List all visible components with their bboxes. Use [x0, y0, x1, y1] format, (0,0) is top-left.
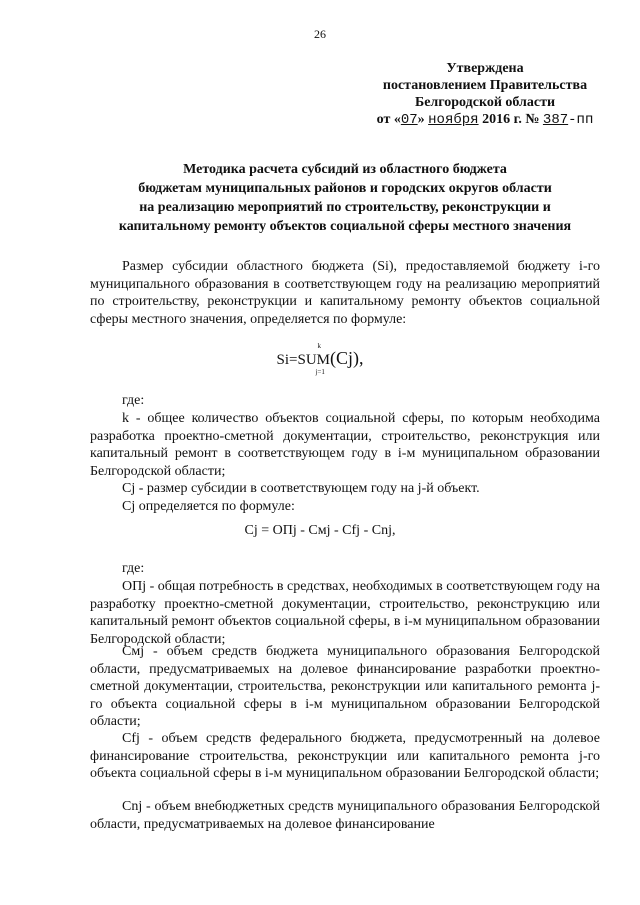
approval-block	[360, 60, 610, 129]
approval-line-1: Утверждена	[446, 61, 524, 76]
title-line-1: Методика расчета субсидий из областного бюджета	[183, 162, 507, 177]
where-label-1: где:	[122, 393, 145, 408]
decree-number: 387	[542, 112, 569, 128]
cj-formula-intro: Cj определяется по формуле:	[122, 499, 295, 514]
cfj-definition: Cfj - объем средств федерального бюджета, предусмотренный на долевое финансирование строительства, реконструкции или капитального ремонта j-го объекта социальной сферы в i-м муниципальном образовании Белгородской области;	[90, 731, 600, 781]
decree-number-suffix: -пп	[568, 112, 594, 128]
title-line-2: бюджетам муниципальных районов и городских округов области	[138, 181, 552, 196]
intro-paragraph: Размер субсидии областного бюджета (Si), предоставляемой бюджету i-го муниципального образования в соответствующем году на реализацию мероприятий по строительству, реконструкции и капитальному ремонту объектов социальной сферы местного значения, определяется по формуле:	[90, 259, 600, 327]
date-year: 2016 г. №	[482, 112, 540, 127]
date-mid: »	[417, 112, 425, 127]
approval-line-2: постановлением Правительства	[382, 78, 588, 93]
formula-si-argument: (Cj),	[330, 348, 364, 368]
sum-lower-limit: j=1	[315, 368, 325, 376]
date-day: 07	[400, 112, 418, 128]
sum-upper-limit: k	[317, 342, 321, 350]
where-label-2: где:	[122, 561, 145, 576]
cmj-definition: Смj - объем средств бюджета муниципального образования Белгородской области, предусматриваемых на долевое финансирование разработки проектно-сметной документации, строительства, реконструкции или капитального ремонта j-го объекта социальной сферы в i-м муниципальном образовании Белгородской области;	[90, 644, 600, 729]
opj-definition: ОПj - общая потребность в средствах, необходимых в соответствующем году на разработку проектно-сметной документации, строительство, реконструкцию или капитальный ремонт объектов социальной сферы, в i-м муниципальном образовании Белгородской области;	[90, 579, 600, 647]
sum-label: SUM	[297, 352, 330, 368]
k-definition: k - общее количество объектов социальной сферы, по которым необходима разработка проектно-сметной документации, строительство, реконструкция или капитальный ремонт в соответствующем году в i-м муниципальном образовании Белгородской области;	[90, 411, 600, 479]
cj-definition: Cj - размер субсидии в соответствующем году на j-й объект.	[122, 481, 480, 496]
formula-cj: Cj = ОПj - Смj - Cfj - Cnj,	[244, 523, 396, 538]
approval-date-line	[360, 111, 610, 129]
document-title	[80, 160, 610, 236]
cnj-definition: Cnj - объем внебюджетных средств муниципального образования Белгородской области, предусматриваемых на долевое финансирование	[90, 799, 600, 832]
page-number: 26	[314, 27, 326, 41]
title-line-4: капитальному ремонту объектов социальной сферы местного значения	[118, 219, 572, 234]
sum-operator	[297, 342, 330, 376]
approval-line-3: Белгородской области	[414, 95, 556, 110]
date-prefix: от «	[376, 112, 401, 127]
formula-si	[0, 342, 640, 376]
date-month: ноября	[428, 112, 479, 128]
title-line-3: на реализацию мероприятий по строительству, реконструкции и	[139, 200, 551, 215]
formula-si-lhs: Si=	[276, 352, 298, 368]
